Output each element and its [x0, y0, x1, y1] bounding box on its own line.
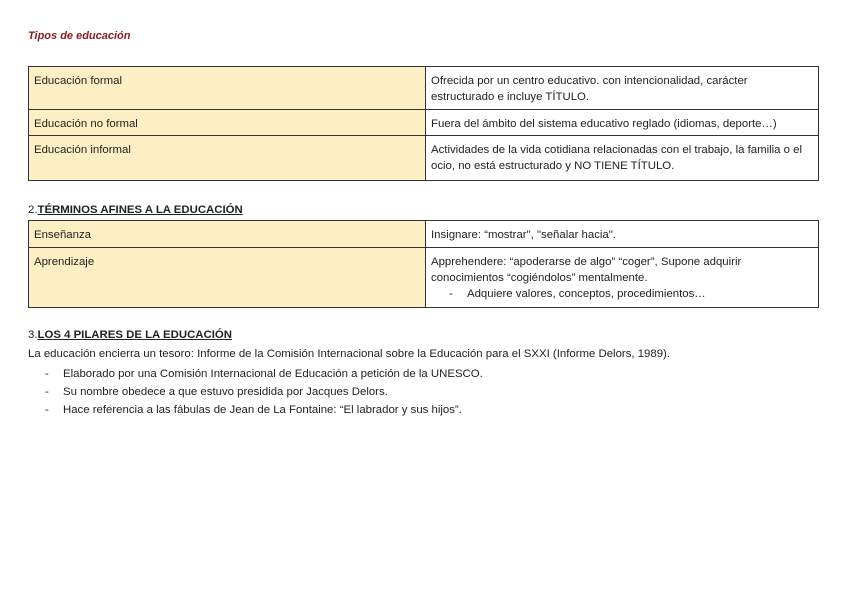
description-cell: Actividades de la vida cotidiana relacionadas con el trabajo, la familia o el ocio, no está estructurado y NO TIENE TÍTULO.: [426, 136, 819, 181]
related-terms-table: [28, 220, 819, 308]
sub-bullet: [431, 286, 813, 302]
education-types-table: [28, 66, 819, 181]
bullet-marker: -: [45, 404, 49, 416]
section-3-heading: [28, 327, 820, 343]
term-cell: Educación informal: [29, 136, 426, 181]
description-cell: [426, 248, 819, 308]
bullet-marker: -: [449, 288, 453, 300]
section-title: TÉRMINOS AFINES A LA EDUCACIÓN: [37, 204, 243, 216]
description-cell: Ofrecida por un centro educativo. con intencionalidad, carácter estructurado e incluye TÍTULO.: [426, 67, 819, 110]
table-row: [29, 110, 819, 136]
list-item: [28, 401, 820, 419]
term-cell: Educación no formal: [29, 110, 426, 136]
section-2-heading: [28, 202, 820, 218]
table-row: [29, 248, 819, 308]
bullet-list: [28, 365, 820, 419]
list-item: [28, 365, 820, 383]
table-row: [29, 136, 819, 181]
term-cell: Enseñanza: [29, 221, 426, 248]
table-row: [29, 221, 819, 248]
table-row: [29, 67, 819, 110]
list-item-text: Hace referencia a las fábulas de Jean de La Fontaine: “El labrador y sus hijos”.: [63, 404, 462, 416]
term-cell: Educación formal: [29, 67, 426, 110]
description-text: Apprehendere: “apoderarse de algo” “coger”, Supone adquirir conocimientos “cogiéndolos” mentalmente.: [431, 256, 742, 284]
list-item-text: Su nombre obedece a que estuvo presidida por Jacques Delors.: [63, 386, 388, 398]
document-page: [28, 28, 820, 419]
bullet-marker: -: [45, 386, 49, 398]
section-paragraph: La educación encierra un tesoro: Informe de la Comisión Internacional sobre la Educación para el SXXI (Informe Delors, 1989).: [28, 348, 671, 360]
section-number: 3.: [28, 329, 38, 341]
bullet-marker: -: [45, 368, 49, 380]
description-cell: Fuera del ámbito del sistema educativo reglado (idiomas, deporte…): [426, 110, 819, 136]
list-item: [28, 383, 820, 401]
list-item-text: Elaborado por una Comisión Internacional de Educación a petición de la UNESCO.: [63, 368, 483, 380]
sub-bullet-text: Adquiere valores, conceptos, procedimientos…: [467, 288, 706, 300]
document-title: Tipos de educación: [28, 30, 131, 42]
term-cell: Aprendizaje: [29, 248, 426, 308]
description-cell: Insignare: “mostrar", "señalar hacia".: [426, 221, 819, 248]
section-title: LOS 4 PILARES DE LA EDUCACIÓN: [37, 329, 233, 341]
section-number: 2.: [28, 204, 38, 216]
